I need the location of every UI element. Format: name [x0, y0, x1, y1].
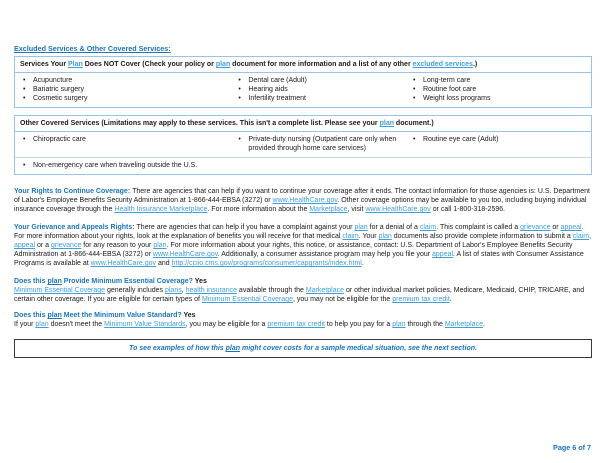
text-segment: for any reason to your	[81, 242, 154, 249]
text-segment: There are agencies that can help if you want to continue your coverage after it ends. The contact information for those agencies is: U.S. Department of Labor's Employee Benefits Security Administration at 1-866-444-EBSA (3272) or	[14, 188, 590, 204]
inline-link[interactable]: grievance	[50, 242, 82, 249]
text-segment: Your Rights to Continue Coverage:	[14, 188, 133, 195]
text-segment: or	[550, 224, 561, 231]
inline-link[interactable]: Marketplace	[444, 321, 483, 328]
inline-link[interactable]: Marketplace	[305, 287, 345, 294]
text-segment: . Other coverage options may be available to you too, including buying individual insurance coverage through the	[14, 197, 587, 213]
text-segment: document.)	[393, 120, 434, 127]
text-segment: Yes	[194, 278, 207, 285]
text-segment: doesn't meet the	[48, 321, 105, 328]
text-segment: , you may be eligible for a	[185, 321, 268, 328]
inline-link[interactable]: health insurance	[185, 287, 237, 294]
text-segment: .	[449, 296, 452, 303]
excluded-services-table	[14, 56, 592, 108]
inline-link[interactable]: plan	[215, 61, 231, 68]
inline-link[interactable]: plan	[378, 233, 392, 240]
other-covered-services-table	[14, 115, 592, 175]
text-segment: ,	[589, 233, 592, 240]
inline-link[interactable]: plan	[35, 321, 49, 328]
text-segment: or other individual market policies, Medicare, Medicaid, CHIP, TRICARE, and certain other coverage. If you are eligible for certain types of	[14, 287, 585, 303]
text-segment: . For more information about your rights, this notice, or assistance, contact: U.S. Department of Labor's Employee Benefits Security Administration at 1-866-444-EBSA (3272) or	[14, 242, 573, 258]
inline-link[interactable]: plan	[47, 312, 62, 319]
inline-link[interactable]: excluded services	[412, 61, 473, 68]
inline-link[interactable]: Plan	[68, 61, 83, 68]
inline-link[interactable]: plan	[153, 242, 167, 249]
text-segment: document for more information and a list of any other	[230, 61, 413, 68]
inline-link[interactable]: appeal	[14, 242, 36, 249]
list-item: • Non-emergency care when traveling outside the U.S.	[15, 161, 591, 170]
text-segment: through the	[405, 321, 445, 328]
text-segment: to help you pay for a	[324, 321, 393, 328]
other-covered-column-2	[230, 135, 405, 153]
excluded-services-table-header	[15, 57, 591, 73]
other-covered-services-row-2	[15, 157, 591, 174]
text-segment: or a	[35, 242, 51, 249]
other-covered-services-table-header	[15, 116, 591, 132]
inline-link[interactable]: plan	[354, 224, 368, 231]
coverage-examples-notice	[14, 339, 592, 358]
list-item: • Cosmetic surgery	[15, 94, 230, 103]
text-segment: documents also provide complete information to submit a	[391, 233, 573, 240]
grievance-appeals-paragraph	[14, 223, 592, 268]
text-segment: Does NOT Cover (Check your policy or	[82, 61, 216, 68]
other-covered-column-3	[405, 135, 591, 153]
inline-link[interactable]: http://cciio.cms.gov/programs/consumer/capgrants/index.html	[171, 260, 362, 267]
excluded-services-column-2	[230, 76, 405, 103]
list-item: • Private-duty nursing (Outpatient care only when provided through home care services)	[230, 135, 405, 153]
excluded-services-list	[15, 73, 591, 107]
text-segment: , visit	[347, 206, 366, 213]
excluded-services-column-1	[15, 76, 230, 103]
list-item: • Long-term care	[405, 76, 591, 85]
inline-link[interactable]: Health Insurance Marketplace	[114, 206, 208, 213]
inline-link[interactable]: plans	[164, 287, 182, 294]
list-item: • Dental care (Adult)	[230, 76, 405, 85]
text-segment: . Additionally, a consumer assistance program may help you file your	[217, 251, 433, 258]
mec-answer	[14, 286, 592, 304]
text-segment: To see examples of how this	[129, 345, 226, 352]
inline-link[interactable]: premium tax credit	[392, 296, 450, 303]
list-item: • Weight loss programs	[405, 94, 591, 103]
list-item: • Infertility treatment	[230, 94, 405, 103]
section-title: Excluded Services & Other Covered Services:	[14, 44, 171, 53]
list-item: • Routine foot care	[405, 85, 591, 94]
excluded-services-column-3	[405, 76, 591, 103]
text-segment: and	[156, 260, 172, 267]
inline-link[interactable]: www.HealthCare.gov	[365, 206, 431, 213]
mvs-answer	[14, 320, 592, 329]
inline-link[interactable]: plan	[225, 345, 241, 352]
inline-link[interactable]: Minimum Essential Coverage	[14, 287, 106, 294]
inline-link[interactable]: grievance	[520, 224, 551, 231]
inline-link[interactable]: www.HealthCare.gov	[90, 260, 157, 267]
inline-link[interactable]: www.HealthCare.gov	[152, 251, 218, 258]
text-segment: available through the	[236, 287, 306, 294]
text-segment: Does this	[14, 312, 48, 319]
text-segment: Does this	[14, 278, 48, 285]
text-segment: ,	[181, 287, 186, 294]
other-covered-column-1	[15, 135, 230, 153]
inline-link[interactable]: Minimum Essential Coverage	[201, 296, 293, 303]
inline-link[interactable]: plan	[47, 278, 62, 285]
text-segment: . A list of states with Consumer Assistance Programs is available at	[14, 251, 584, 267]
inline-link[interactable]: appeal	[560, 224, 582, 231]
inline-link[interactable]: premium tax credit	[267, 321, 325, 328]
mec-question	[14, 277, 592, 286]
minimum-value-standard-section	[14, 311, 592, 329]
text-segment: .	[482, 321, 485, 328]
text-segment: .)	[472, 61, 478, 68]
inline-link[interactable]: claim	[419, 224, 437, 231]
other-covered-row-2-list	[15, 161, 591, 170]
text-segment: , you may not be eligible for the	[292, 296, 393, 303]
other-covered-services-row-1	[15, 132, 591, 157]
minimum-essential-coverage-section	[14, 277, 592, 304]
inline-link[interactable]: plan	[392, 321, 406, 328]
list-item: • Hearing aids	[230, 85, 405, 94]
continue-coverage-paragraph	[14, 187, 592, 214]
text-segment: generally includes	[105, 287, 165, 294]
text-segment: If your	[14, 321, 36, 328]
inline-link[interactable]: www.HealthCare.gov	[272, 197, 338, 204]
list-item: • Acupuncture	[15, 76, 230, 85]
inline-link[interactable]: claim	[572, 233, 590, 240]
list-item: • Chiropractic care	[15, 135, 230, 144]
text-segment: There are agencies that can help if you have a complaint against your	[136, 224, 355, 231]
list-item: • Bariatric surgery	[15, 85, 230, 94]
text-segment: Your Grievance and Appeals Rights:	[14, 224, 137, 231]
text-segment: .	[361, 260, 364, 267]
text-segment: Provide Minimum Essential Coverage?	[61, 278, 195, 285]
inline-link[interactable]: appeal	[432, 251, 454, 258]
inline-link[interactable]: plan	[379, 120, 394, 127]
text-segment: . For more information about your rights, look at the explanation of benefits you will receive for that medical	[14, 224, 584, 240]
list-item: • Routine eye care (Adult)	[405, 135, 591, 144]
text-segment: might cover costs for a sample medical situation, see the next section.	[240, 345, 477, 352]
inline-link[interactable]: Minimum Value Standards	[104, 321, 186, 328]
mvs-question	[14, 311, 592, 320]
text-segment: . This complaint is called a	[436, 224, 521, 231]
text-segment: for a denial of a	[367, 224, 420, 231]
text-segment: Yes	[183, 312, 196, 319]
text-segment: Meet the Minimum Value Standard?	[61, 312, 184, 319]
page-number: Page 6 of 7	[553, 443, 591, 452]
inline-link[interactable]: claim	[342, 233, 359, 240]
text-segment: . For more information about the	[207, 206, 310, 213]
text-segment: or call 1-800-318-2596.	[430, 206, 506, 213]
text-segment: Services Your	[20, 61, 68, 68]
inline-link[interactable]: Marketplace	[309, 206, 348, 213]
coverage-examples-notice-text	[129, 345, 477, 352]
text-segment: . Your	[358, 233, 379, 240]
text-segment: Other Covered Services (Limitations may apply to these services. This isn't a complete list. Please see your	[20, 120, 380, 127]
